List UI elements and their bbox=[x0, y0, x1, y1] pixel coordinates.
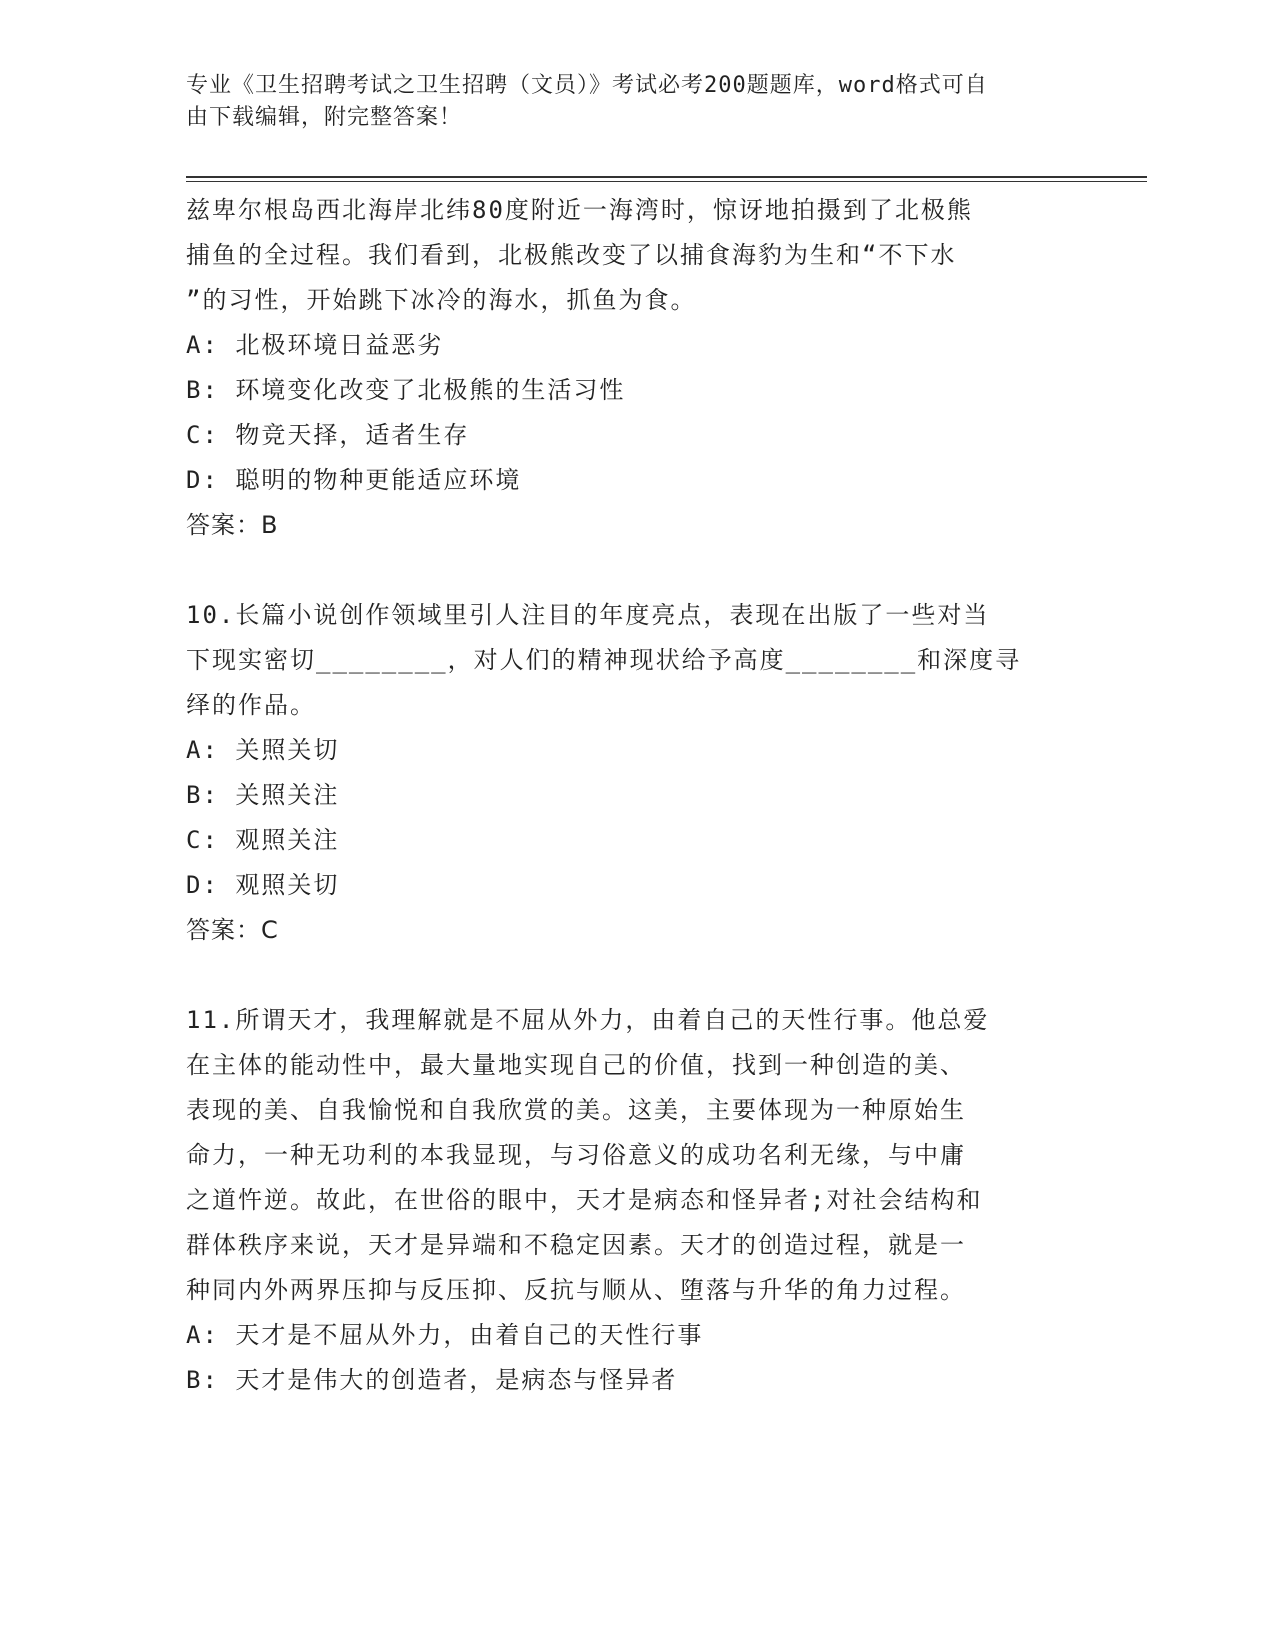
question-stem-line: 10.长篇小说创作领域里引人注目的年度亮点，表现在出版了一些对当 bbox=[186, 601, 990, 629]
option-d: D: 聪明的物种更能适应环境 bbox=[186, 466, 522, 494]
question-stem-line: 种同内外两界压抑与反压抑、反抗与顺从、堕落与升华的角力过程。 bbox=[186, 1276, 966, 1304]
question-stem-line: 下现实密切________，对人们的精神现状给予高度________和深度寻 bbox=[186, 646, 1022, 674]
question-stem-line: 表现的美、自我愉悦和自我欣赏的美。这美，主要体现为一种原始生 bbox=[186, 1096, 966, 1124]
question-stem-line: 捕鱼的全过程。我们看到，北极熊改变了以捕食海豹为生和“不下水 bbox=[186, 241, 957, 269]
header-divider-thin bbox=[186, 181, 1147, 182]
question-11 bbox=[186, 998, 1086, 1403]
option-b: B: 环境变化改变了北极熊的生活习性 bbox=[186, 376, 626, 404]
spacer bbox=[186, 953, 1086, 998]
option-c: C: 物竞天择，适者生存 bbox=[186, 421, 470, 449]
question-stem-line: 之道忤逆。故此，在世俗的眼中，天才是病态和怪异者;对社会结构和 bbox=[186, 1186, 983, 1214]
document-header bbox=[186, 70, 1066, 134]
document-body bbox=[186, 188, 1086, 1403]
question-stem-line: 兹卑尔根岛西北海岸北纬80度附近一海湾时，惊讶地拍摄到了北极熊 bbox=[186, 196, 973, 224]
question-9 bbox=[186, 188, 1086, 548]
header-line-2: 由下载编辑，附完整答案！ bbox=[186, 105, 463, 130]
question-stem-line: 命力，一种无功利的本我显现，与习俗意义的成功名利无缘，与中庸 bbox=[186, 1141, 966, 1169]
question-stem-line: 11.所谓天才，我理解就是不屈从外力，由着自己的天性行事。他总爱 bbox=[186, 1006, 990, 1034]
option-b: B: 天才是伟大的创造者，是病态与怪异者 bbox=[186, 1366, 678, 1394]
question-stem-line: ”的习性，开始跳下冰冷的海水，抓鱼为食。 bbox=[186, 286, 697, 314]
header-line-1: 专业《卫生招聘考试之卫生招聘（文员）》考试必考200题题库，word格式可自 bbox=[186, 73, 988, 98]
option-a: A: 北极环境日益恶劣 bbox=[186, 331, 444, 359]
option-b: B: 关照关注 bbox=[186, 781, 340, 809]
option-c: C: 观照关注 bbox=[186, 826, 340, 854]
spacer bbox=[186, 548, 1086, 593]
answer-line: 答案：C bbox=[186, 916, 279, 944]
option-d: D: 观照关切 bbox=[186, 871, 340, 899]
option-a: A: 天才是不屈从外力，由着自己的天性行事 bbox=[186, 1321, 704, 1349]
option-a: A: 关照关切 bbox=[186, 736, 340, 764]
question-stem-line: 在主体的能动性中，最大量地实现自己的价值，找到一种创造的美、 bbox=[186, 1051, 966, 1079]
question-stem-line: 绎的作品。 bbox=[186, 691, 316, 719]
header-divider-thick bbox=[186, 176, 1147, 178]
answer-line: 答案：B bbox=[186, 511, 279, 539]
question-stem-line: 群体秩序来说，天才是异端和不稳定因素。天才的创造过程，就是一 bbox=[186, 1231, 966, 1259]
question-10 bbox=[186, 593, 1086, 953]
